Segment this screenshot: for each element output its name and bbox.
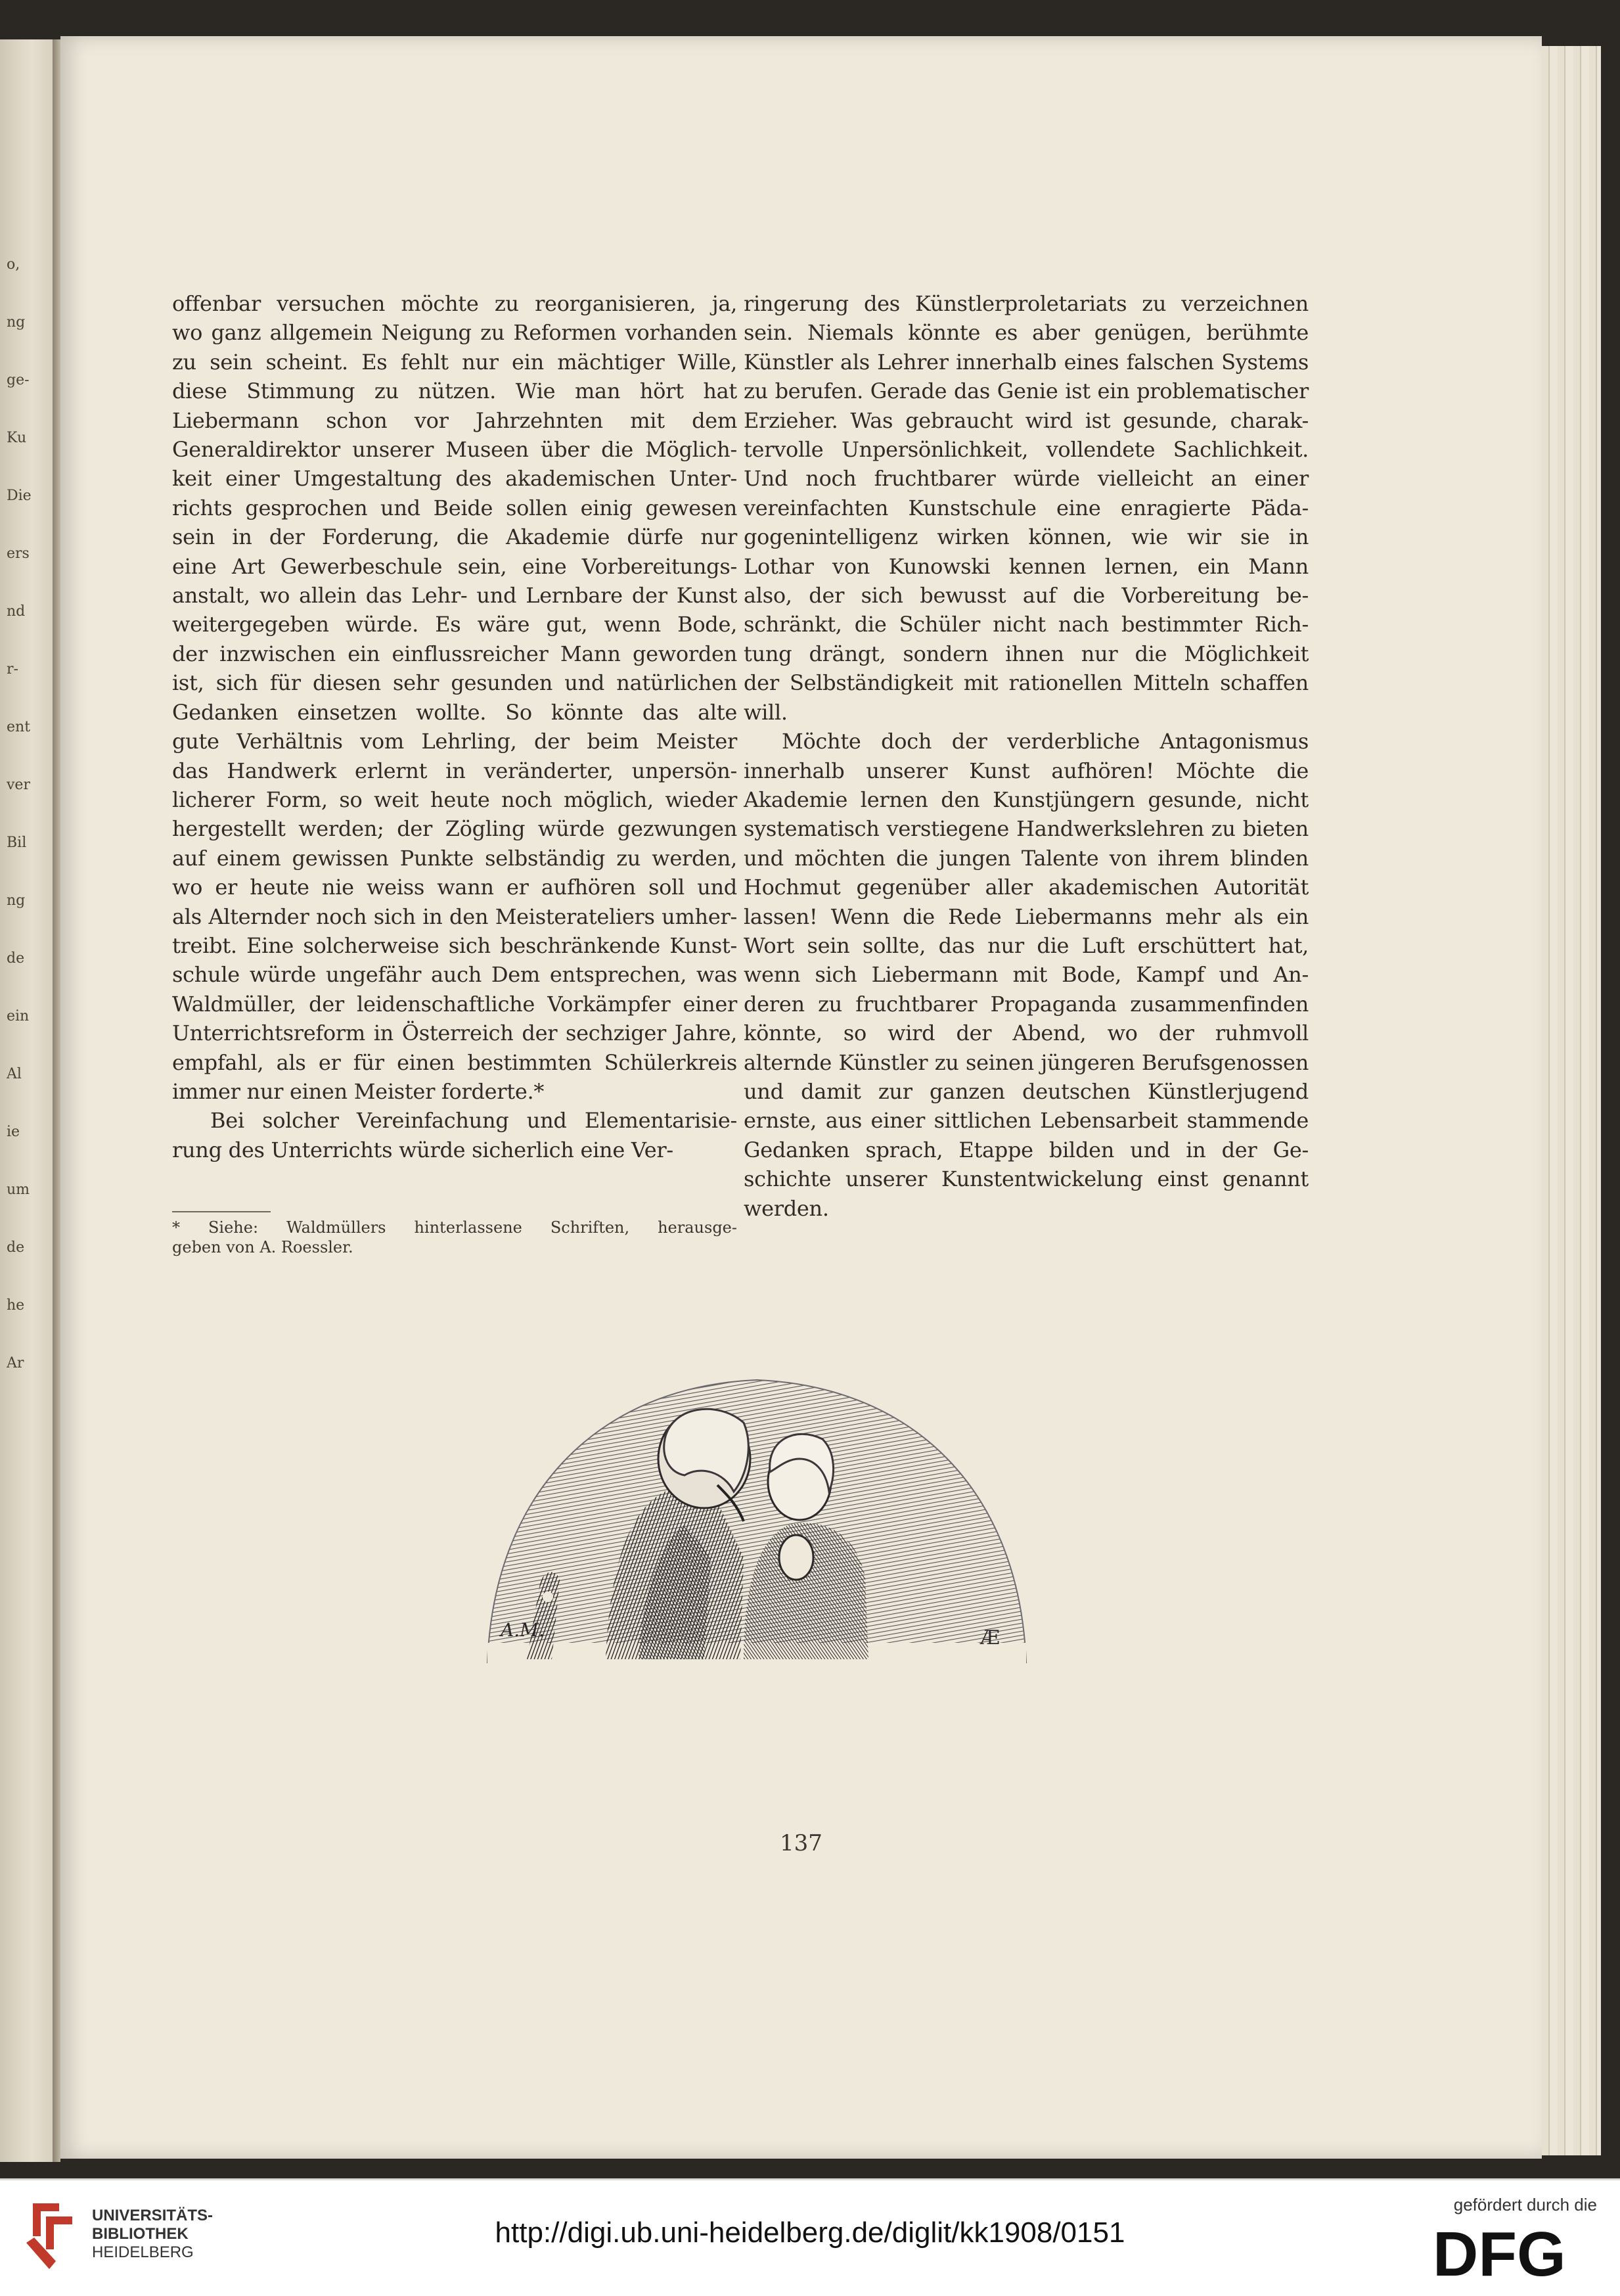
facing-page-fragment: he (7, 1297, 25, 1314)
text-line: schichte unserer Kunstentwickelung einst genannt (744, 1166, 1309, 1192)
text-line: innerhalb unserer Kunst aufhören! Möchte die (744, 758, 1309, 783)
text-line: Liebermann schon vor Jahrzehnten mit dem (172, 407, 737, 433)
facing-page-fragment: de (7, 1239, 25, 1256)
text-line: schränkt, die Schüler nicht nach bestimmter Rich- (744, 612, 1309, 637)
text-line: tervolle Unpersönlichkeit, vollendete Sachlichkeit. (744, 437, 1309, 463)
text-line: gute Verhältnis vom Lehrling, der beim Meister (172, 729, 737, 754)
text-line: Und noch fruchtbarer würde vielleicht an einer (744, 466, 1309, 492)
facing-page-fragment: ers (7, 545, 30, 562)
text-line: wenn sich Liebermann mit Bode, Kampf und An- (744, 962, 1309, 988)
text-column-left (172, 289, 737, 1164)
text-line: ist, sich für diesen sehr gesunden und natürlichen (172, 670, 737, 696)
text-line: Erzieher. Was gebraucht wird ist gesunde, charak- (744, 407, 1309, 433)
facing-page-fragment: Ar (7, 1355, 24, 1371)
text-line: der inzwischen ein einflussreicher Mann geworden (172, 641, 737, 666)
facing-page-fragment: ent (7, 719, 31, 735)
text-line: sein. Niemals könnte es aber genügen, berühmte (744, 320, 1309, 346)
text-line: werden. (744, 1195, 829, 1221)
facing-page-fragment: ein (7, 1008, 30, 1024)
footnote-line: * Siehe: Waldmüllers hinterlassene Schriften, herausge- (172, 1218, 737, 1237)
text-line: deren zu fruchtbarer Propaganda zusammenfinden (744, 991, 1309, 1017)
engraving-illustration (468, 1360, 1046, 1666)
text-line: der Selbständigkeit mit rationellen Mitteln schaffen (744, 670, 1309, 696)
facing-page-fragment: o, (7, 256, 20, 273)
text-line: eine Art Gewerbeschule sein, eine Vorbereitungs- (172, 553, 737, 579)
facing-page-fragment: ge- (7, 372, 30, 388)
text-line: richts gesprochen und Beide sollen einig gewesen (172, 495, 737, 520)
text-line: zu berufen. Gerade das Genie ist ein problematischer (744, 379, 1309, 404)
permalink-url[interactable]: http://digi.ub.uni-heidelberg.de/diglit/kk1908/0151 (495, 2216, 1125, 2249)
text-line: anstalt, wo allein das Lehr- und Lernbare der Kunst (172, 583, 737, 608)
text-line: Akademie lernen den Kunstjüngern gesunde, nicht (744, 787, 1309, 812)
text-line: Lothar von Kunowski kennen lernen, ein Mann (744, 553, 1309, 579)
facing-page-fragment: nd (7, 603, 26, 620)
book-gutter (53, 39, 60, 2162)
text-line: sein in der Forderung, die Akademie dürfe nur (172, 524, 737, 550)
text-line: treibt. Eine solcherweise sich beschränkende Kunst- (172, 932, 737, 958)
text-line: tung drängt, sondern ihnen nur die Möglichkeit (744, 641, 1309, 666)
text-line: Hochmut gegenüber aller akademischen Autorität (744, 875, 1309, 900)
text-line: Bei solcher Vereinfachung und Elementarisie- (210, 1108, 737, 1134)
text-line: Gedanken sprach, Etappe bilden und in der Ge- (744, 1137, 1309, 1162)
text-column-right (744, 289, 1309, 1223)
text-line: empfahl, als er für einen bestimmten Schülerkreis (172, 1049, 737, 1075)
text-line: Möchte doch der verderbliche Antagonismus (782, 729, 1309, 754)
funding-label: gefördert durch die (1453, 2195, 1597, 2215)
footnote-divider (172, 1211, 271, 1212)
page-edges (1542, 46, 1601, 2155)
left-facing-page (0, 39, 53, 2162)
facing-page-fragment: de (7, 950, 25, 967)
facing-page-fragment: Die (7, 488, 32, 504)
text-line: keit einer Umgestaltung des akademischen Unter- (172, 466, 737, 492)
facing-page-fragment: ng (7, 892, 26, 909)
text-line: ringerung des Künstlerproletariats zu verzeichnen (744, 291, 1309, 316)
text-line: licherer Form, so weit heute noch möglich, wieder (172, 787, 737, 812)
facing-page-fragment: Ku (7, 430, 27, 446)
text-line: zu sein scheint. Es fehlt nur ein mächtiger Wille, (172, 349, 737, 375)
text-line: Künstler als Lehrer innerhalb eines falschen Systems (744, 349, 1309, 375)
text-line: systematisch verstiegene Handwerkslehren zu bieten (744, 816, 1309, 842)
text-line: Unterrichtsreform in Österreich der sechziger Jahre, (172, 1021, 737, 1046)
book-page (60, 36, 1542, 2159)
text-line: und möchten die jungen Talente von ihrem blinden (744, 845, 1309, 871)
text-line: schule würde ungefähr auch Dem entsprechen, was (172, 962, 737, 988)
facing-page-fragment: r- (7, 661, 18, 677)
text-line: wo er heute nie weiss wann er aufhören soll und (172, 875, 737, 900)
facing-page-fragment: ie (7, 1124, 20, 1140)
text-line: will. (744, 699, 788, 725)
text-line: auf einem gewissen Punkte selbständig zu werden, (172, 845, 737, 871)
text-line: lassen! Wenn die Rede Liebermanns mehr als ein (744, 904, 1309, 929)
text-line: wo ganz allgemein Neigung zu Reformen vorhanden (172, 320, 737, 346)
page-number: 137 (780, 1830, 822, 1856)
text-line: das Handwerk erlernt in veränderter, unpersön- (172, 758, 737, 783)
artist-signature: A.M. (501, 1619, 545, 1641)
library-name: UNIVERSITÄTS- BIBLIOTHEK HEIDELBERG (92, 2207, 214, 2261)
text-line: weitergegeben würde. Es wäre gut, wenn Bode, (172, 612, 737, 637)
dfg-logo (1433, 2223, 1597, 2282)
text-line: alternde Künstler zu seinen jüngeren Berufsgenossen (744, 1049, 1309, 1075)
text-line: Waldmüller, der leidenschaftliche Vorkämpfer einer (172, 991, 737, 1017)
text-line: könnte, so wird der Abend, wo der ruhmvoll (744, 1021, 1309, 1046)
text-line: Wort sein sollte, das nur die Luft erschüttert hat, (744, 932, 1309, 958)
text-line: Generaldirektor unserer Museen über die Möglich- (172, 437, 737, 463)
text-line: diese Stimmung zu nützen. Wie man hört hat (172, 379, 737, 404)
footnote-line: geben von A. Roessler. (172, 1238, 353, 1256)
text-line: hergestellt werden; der Zögling würde gezwungen (172, 816, 737, 842)
text-line: Gedanken einsetzen wollte. So könnte das alte (172, 699, 737, 725)
footnote (172, 1218, 737, 1257)
text-line: immer nur einen Meister forderte.* (172, 1078, 545, 1104)
facing-page-fragment: um (7, 1182, 30, 1198)
footer-bar (0, 2178, 1620, 2296)
text-line: als Alternder noch sich in den Meisterateliers umher- (172, 904, 737, 929)
text-line: offenbar versuchen möchte zu reorganisieren, ja, (172, 291, 737, 316)
facing-page-fragment: ng (7, 314, 26, 331)
text-line: rung des Unterrichts würde sicherlich eine Ver- (172, 1137, 673, 1162)
text-line: also, der sich bewusst auf die Vorbereitung be- (744, 583, 1309, 608)
text-line: vereinfachten Kunstschule eine enragierte Päda- (744, 495, 1309, 520)
svg-text:DFG: DFG (1433, 2223, 1566, 2282)
text-line: ernste, aus einer sittlichen Lebensarbeit stammende (744, 1108, 1309, 1134)
facing-page-fragment: Al (7, 1066, 22, 1082)
facing-page-fragment: ver (7, 777, 30, 793)
text-line: gogenintelligenz wirken können, wie wir sie in (744, 524, 1309, 550)
facing-page-fragment: Bil (7, 835, 27, 851)
text-line: und damit zur ganzen deutschen Künstlerjugend (744, 1078, 1309, 1104)
artist-monogram: Æ (980, 1626, 1001, 1649)
